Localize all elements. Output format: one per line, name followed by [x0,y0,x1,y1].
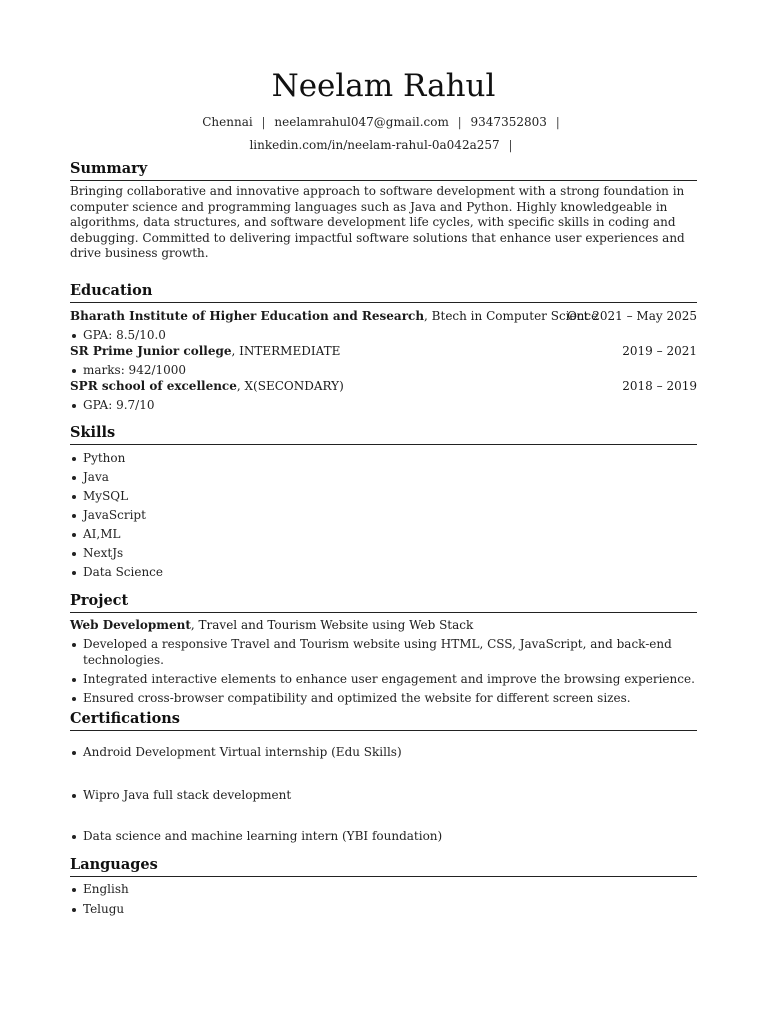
summary-section [70,159,697,262]
certification-list [70,787,697,803]
contact-city: Chennai [202,115,253,129]
skill-item: Data Science [70,564,697,580]
certification-item: Wipro Java full stack development [70,787,697,803]
certification-list [70,744,697,760]
certification-list [70,828,697,844]
languages-list [70,881,697,917]
education-detail: GPA: 8.5/10.0 [70,327,697,343]
languages-section [70,855,697,877]
contact-linkedin[interactable]: linkedin.com/in/neelam-rahul-0a042a257 [249,138,500,152]
languages-title: Languages [70,855,697,877]
summary-text: Bringing collaborative and innovative approach to software development with a strong foundation in computer science and programming languages such as Java and Python. Highly knowledgeable in algorithms, data structures, and software development life cycles, with specific skills in coding and debugging. Committed to delivering impactful software solutions that enhance user experiences and drive business growth. [70,184,685,261]
skill-item: NextJs [70,545,697,561]
contact-separator: | [555,115,560,129]
contact-email[interactable]: neelamrahul047@gmail.com [274,115,449,129]
project-bullet: Integrated interactive elements to enhance user engagement and improve the browsing experience. [70,671,697,687]
contact-separator: | [508,138,513,152]
skill-item: MySQL [70,488,697,504]
project-bullet: Developed a responsive Travel and Tourism website using HTML, CSS, JavaScript, and back-end technologies. [70,636,697,668]
certifications-section [70,709,697,731]
education-detail-list [70,397,697,413]
education-detail-list [70,327,697,343]
education-detail: GPA: 9.7/10 [70,397,697,413]
candidate-name: Neelam Rahul [271,68,496,104]
skills-title: Skills [70,423,697,445]
project-bullets [70,636,697,706]
education-school: SR Prime Junior college [70,344,232,358]
skill-item: Python [70,450,697,466]
contact-line-2 [70,137,697,153]
education-entry [70,308,697,324]
certification-item: Android Development Virtual internship (Edu Skills) [70,744,697,760]
project-subtitle: , Travel and Tourism Website using Web Stack [190,618,474,632]
education-school: SPR school of excellence [70,379,237,393]
education-title: Education [70,281,697,303]
language-item: English [70,881,697,897]
certifications-title: Certifications [70,709,697,731]
project-name: Web Development [70,618,191,632]
contact-separator: | [457,115,462,129]
project-bullet: Ensured cross-browser compatibility and optimized the website for different screen sizes. [70,690,697,706]
education-degree: , X(SECONDARY) [236,379,344,393]
education-degree: , INTERMEDIATE [231,344,341,358]
education-entry [70,343,697,359]
contact-phone: 9347352803 [470,115,547,129]
education-school: Bharath Institute of Higher Education and Research [70,309,425,323]
project-section [70,591,697,613]
education-dates: 2018 – 2019 [622,379,697,393]
language-item: Telugu [70,901,697,917]
skill-item: AI,ML [70,526,697,542]
education-degree: , Btech in Computer Science [424,309,599,323]
project-entry [70,617,697,633]
skill-item: Java [70,469,697,485]
skills-list [70,450,697,580]
certification-item: Data science and machine learning intern (YBI foundation) [70,828,697,844]
education-dates: 2019 – 2021 [622,344,697,358]
education-section [70,281,697,303]
education-entry [70,378,697,394]
contact-line-1 [70,114,697,130]
skills-section [70,423,697,445]
summary-title: Summary [70,159,697,181]
education-detail: marks: 942/1000 [70,362,697,378]
contact-separator: | [261,115,266,129]
skill-item: JavaScript [70,507,697,523]
project-title: Project [70,591,697,613]
education-dates: Oct 2021 – May 2025 [567,309,697,323]
education-detail-list [70,362,697,378]
